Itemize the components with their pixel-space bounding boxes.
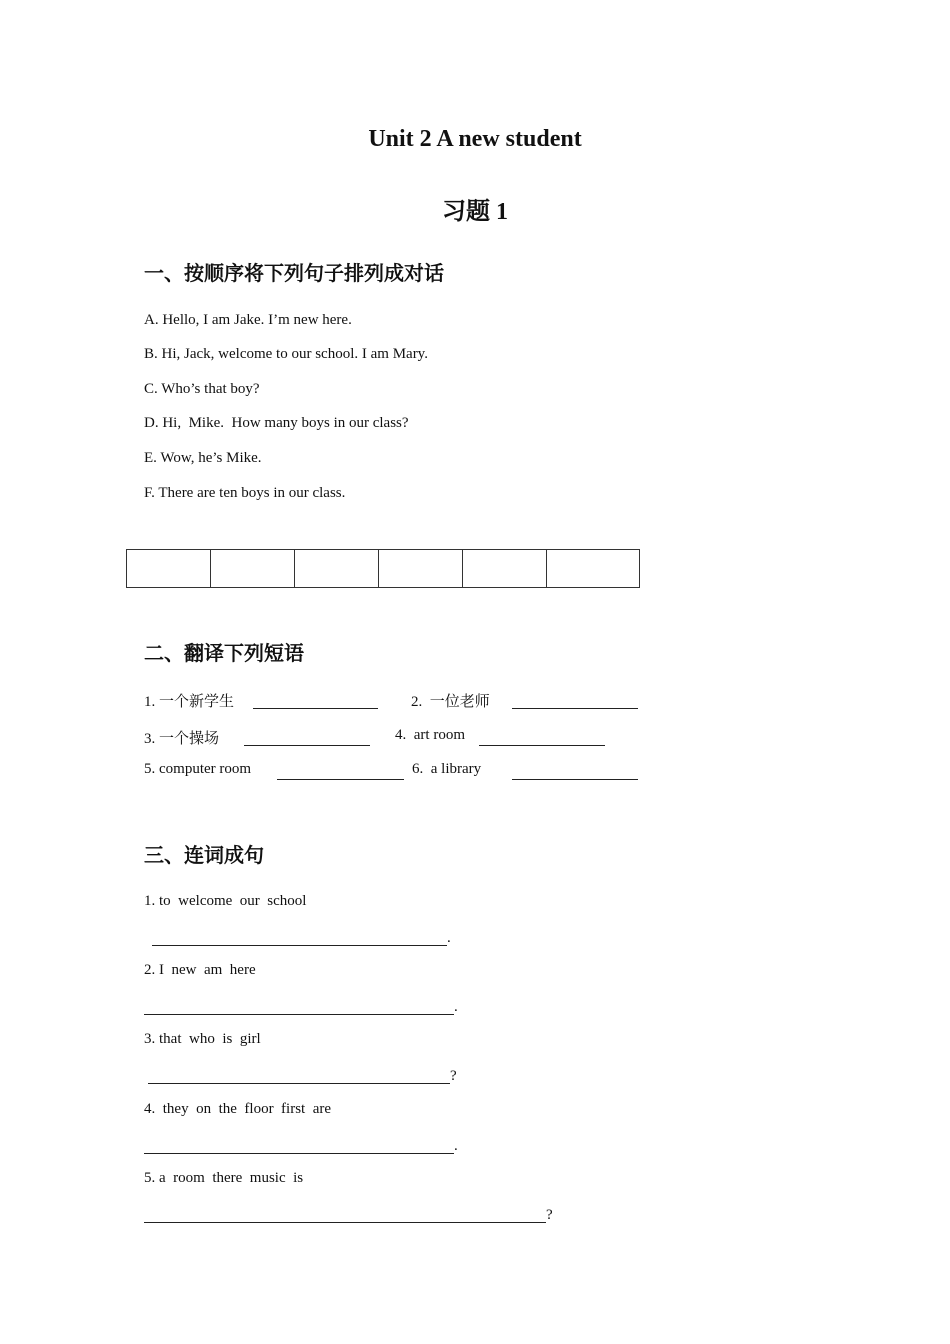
section3-heading: 三、连词成句 (144, 843, 264, 867)
answer-blank[interactable] (144, 1138, 454, 1154)
answer-blank[interactable] (512, 764, 638, 780)
jumbled-sentence-5: 5. a room there music is (144, 1170, 304, 1186)
answer-blank[interactable] (152, 930, 447, 946)
section1-heading: 一、按顺序将下列句子排列成对话 (144, 261, 444, 285)
sentence-c: C. Who’s that boy? (144, 381, 260, 397)
phrase-6: 6. a library (412, 761, 482, 777)
sentence-end-mark: ? (546, 1207, 553, 1223)
sentence-e: E. Wow, he’s Mike. (144, 450, 262, 466)
sentence-end-mark: . (454, 1138, 458, 1154)
answer-grid (126, 549, 640, 588)
answer-box[interactable] (463, 550, 547, 587)
page-title: Unit 2 A new student (368, 126, 582, 152)
page-subtitle: 习题 1 (442, 199, 508, 225)
answer-box[interactable] (127, 550, 211, 587)
answer-blank[interactable] (277, 764, 404, 780)
phrase-5: 5. computer room (144, 761, 252, 777)
phrase-4: 4. art room (395, 727, 465, 743)
phrase-3: 3. 一个操场 (144, 731, 220, 747)
answer-box[interactable] (211, 550, 295, 587)
answer-blank[interactable] (512, 693, 638, 709)
phrase-2: 2. 一位老师 (411, 694, 490, 710)
section2-heading: 二、翻译下列短语 (144, 641, 304, 665)
sentence-f: F. There are ten boys in our class. (144, 485, 346, 501)
sentence-b: B. Hi, Jack, welcome to our school. I am Mary. (144, 346, 428, 362)
sentence-d: D. Hi, Mike. How many boys in our class? (144, 415, 409, 431)
sentence-end-mark: ? (450, 1068, 457, 1084)
sentence-end-mark: . (447, 930, 451, 946)
jumbled-sentence-1: 1. to welcome our school (144, 893, 307, 909)
answer-blank[interactable] (253, 693, 378, 709)
answer-blank[interactable] (144, 1207, 546, 1223)
answer-blank[interactable] (479, 730, 605, 746)
answer-box[interactable] (295, 550, 379, 587)
jumbled-sentence-3: 3. that who is girl (144, 1031, 261, 1047)
phrase-1: 1. 一个新学生 (144, 694, 235, 710)
jumbled-sentence-2: 2. I new am here (144, 962, 256, 978)
sentence-end-mark: . (454, 999, 458, 1015)
sentence-a: A. Hello, I am Jake. I’m new here. (144, 312, 352, 328)
answer-blank[interactable] (144, 999, 454, 1015)
answer-box[interactable] (379, 550, 463, 587)
answer-blank[interactable] (148, 1068, 450, 1084)
jumbled-sentence-4: 4. they on the floor first are (144, 1101, 332, 1117)
answer-blank[interactable] (244, 730, 370, 746)
answer-box[interactable] (547, 550, 639, 587)
